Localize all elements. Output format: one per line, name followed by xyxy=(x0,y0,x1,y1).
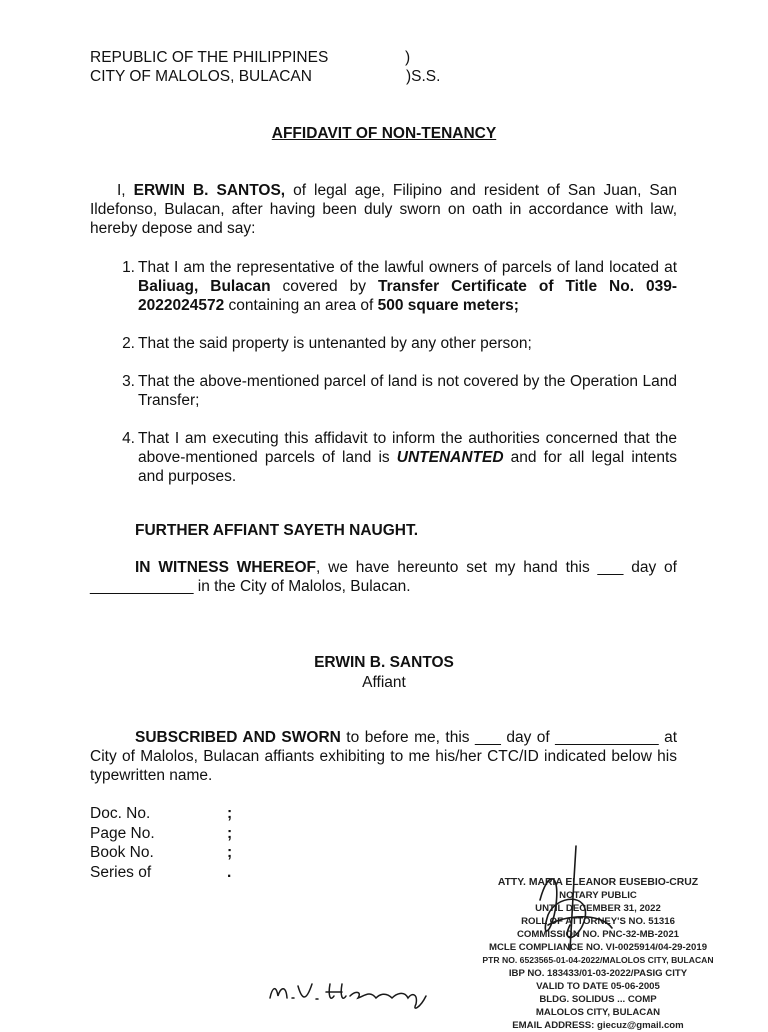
affiant-name-inline: ERWIN B. SANTOS, xyxy=(133,182,286,199)
doc-no-row: Doc. No. ; xyxy=(90,805,233,822)
book-no-row: Book No. ; xyxy=(90,844,233,861)
witness-paragraph: IN WITNESS WHEREOF, we have hereunto set my hand this ___ day of ____________ in the City of Malolos, Bulacan. xyxy=(90,559,677,595)
series-row: Series of . xyxy=(90,863,232,881)
notary-stamp: ATTY. MARIA ELEANOR EUSEBIO-CRUZ NOTARY PUBLIC UNTIL DECEMBER 31, 2022 ROLL OF ATTORNEY'S NO. 51316 COMMISSION NO. PNC-32-MB-2021 MCLE COMPLIANCE NO. VI-0025914/04-29-2019 PTR NO. 6523565-01-04-2022/MALOLOS CITY, BULACAN IBP NO. 183433/01-03-2022/PASIG CITY VALID TO DATE 05-06-2005 BLDG. SOLIDUS ... COMP MALOLOS CITY, BULACAN EMAIL ADDRESS: giecuz@gmail.com xyxy=(482,877,714,1031)
caption-bracket: ) xyxy=(405,49,411,66)
caption-city: CITY OF MALOLOS, BULACAN xyxy=(90,68,312,85)
witness-signature xyxy=(270,984,426,1008)
notary-signature xyxy=(540,846,612,950)
affiant-role: Affiant xyxy=(362,674,406,691)
list-item: 1. That I am the representative of the lawful owners of parcels of land located at Baliuag, Bulacan covered by Transfer Certificate of Title No. 039-2022024572 containing an area of 500 square meters; xyxy=(122,259,677,314)
caption-ss: )S.S. xyxy=(406,68,441,85)
document-title: AFFIDAVIT OF NON-TENANCY xyxy=(271,125,497,142)
page-no-row: Page No. ; xyxy=(90,824,233,842)
affiant-name: ERWIN B. SANTOS xyxy=(314,654,454,671)
intro-paragraph: I, ERWIN B. SANTOS, of legal age, Filipino and resident of San Juan, San Ildefonso, Bulacan, after having been duly sworn on oath in accordance with law, hereby depose and say: xyxy=(90,182,677,237)
list-item: 2. That the said property is untenanted by any other person; xyxy=(122,335,532,352)
list-item: 3. That the above-mentioned parcel of land is not covered by the Operation Land Transfer; xyxy=(122,373,677,409)
further-affiant-line: FURTHER AFFIANT SAYETH NAUGHT. xyxy=(135,522,419,539)
list-item: 4. That I am executing this affidavit to inform the authorities concerned that the above-mentioned parcels of land is UNTENANTED and for all legal intents and purposes. xyxy=(122,430,678,485)
jurat-paragraph: SUBSCRIBED AND SWORN to before me, this ___ day of ____________ at City of Malolos, Bulacan affiants exhibiting to me his/her CTC/ID indicated below his typewritten name. xyxy=(90,729,678,784)
caption-country: REPUBLIC OF THE PHILIPPINES xyxy=(90,49,329,66)
